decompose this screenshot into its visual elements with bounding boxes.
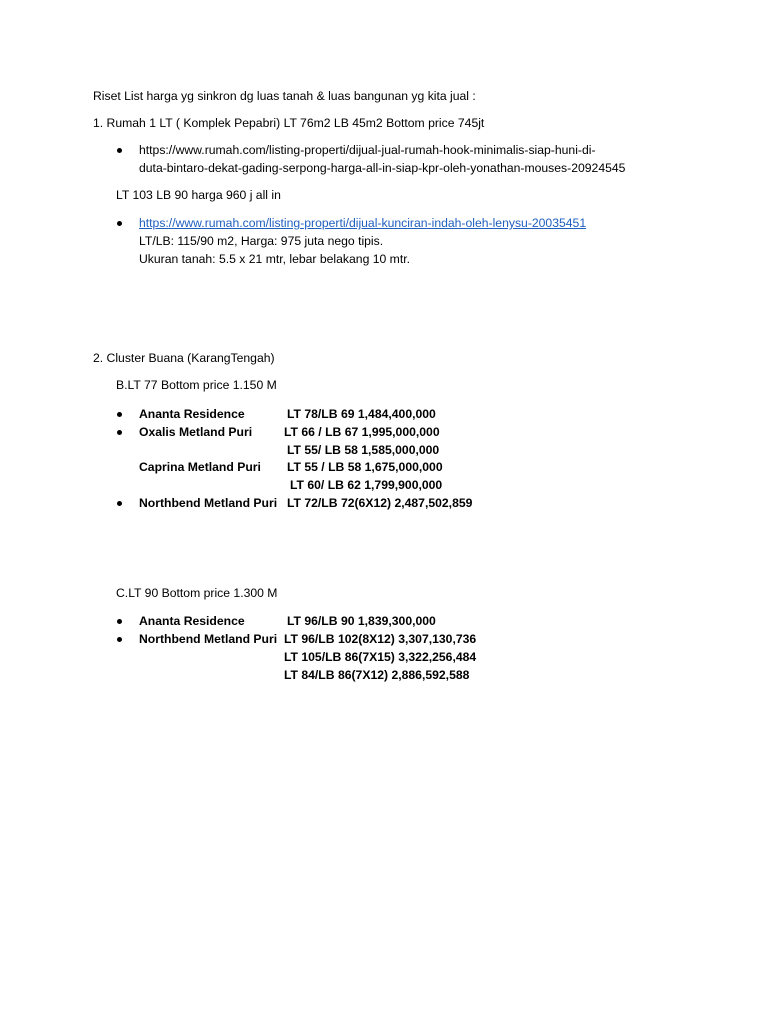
listing-spec: LT 60/ LB 62 1,799,900,000: [290, 478, 443, 492]
intro-text: Riset List harga yg sinkron dg luas tanah & luas bangunan yg kita jual :: [93, 89, 476, 103]
listing-name: Ananta Residence: [139, 614, 245, 628]
listing-spec: LT 84/LB 86(7X12) 2,886,592,588: [284, 668, 470, 682]
listing-name: Oxalis Metland Puri: [139, 425, 253, 439]
section1-note: LT 103 LB 90 harga 960 j all in: [116, 188, 281, 202]
listing-spec: LT 55 / LB 58 1,675,000,000: [287, 460, 443, 474]
listing-spec: LT 78/LB 69 1,484,400,000: [287, 407, 436, 421]
url1-line1: https://www.rumah.com/listing-properti/dijual-jual-rumah-hook-minimalis-siap-huni-di-: [139, 143, 596, 157]
bullet-icon: [117, 619, 122, 624]
listing-name: Northbend Metland Puri: [139, 496, 278, 510]
subsection-c-heading: C.LT 90 Bottom price 1.300 M: [116, 586, 278, 600]
listing-spec: LT 96/LB 102(8X12) 3,307,130,736: [284, 632, 477, 646]
listing-spec: LT 72/LB 72(6X12) 2,487,502,859: [287, 496, 473, 510]
bullet-icon: [117, 637, 122, 642]
listing-spec: LT 55/ LB 58 1,585,000,000: [287, 443, 440, 457]
section2-heading: 2. Cluster Buana (KarangTengah): [93, 351, 275, 365]
bullet-icon: [117, 148, 122, 153]
listing-spec: LT 66 / LB 67 1,995,000,000: [284, 425, 440, 439]
bullet-icon: [117, 501, 122, 506]
listing-detail-price: LT/LB: 115/90 m2, Harga: 975 juta nego tipis.: [139, 234, 384, 248]
listing-spec: LT 96/LB 90 1,839,300,000: [287, 614, 436, 628]
bullet-icon: [117, 412, 122, 417]
listing-name: Caprina Metland Puri: [139, 460, 261, 474]
listing-name: Northbend Metland Puri: [139, 632, 278, 646]
listing-detail-size: Ukuran tanah: 5.5 x 21 mtr, lebar belakang 10 mtr.: [139, 252, 410, 266]
url1-line2: duta-bintaro-dekat-gading-serpong-harga-all-in-siap-kpr-oleh-yonathan-mouses-20924545: [139, 161, 626, 175]
section1-heading: 1. Rumah 1 LT ( Komplek Pepabri) LT 76m2 LB 45m2 Bottom price 745jt: [93, 116, 485, 130]
listing-name: Ananta Residence: [139, 407, 245, 421]
listing-link[interactable]: https://www.rumah.com/listing-properti/dijual-kunciran-indah-oleh-lenysu-20035451: [139, 216, 587, 230]
bullet-icon: [117, 221, 122, 226]
subsection-b-heading: B.LT 77 Bottom price 1.150 M: [116, 378, 277, 392]
listing-spec: LT 105/LB 86(7X15) 3,322,256,484: [284, 650, 477, 664]
bullet-icon: [117, 430, 122, 435]
